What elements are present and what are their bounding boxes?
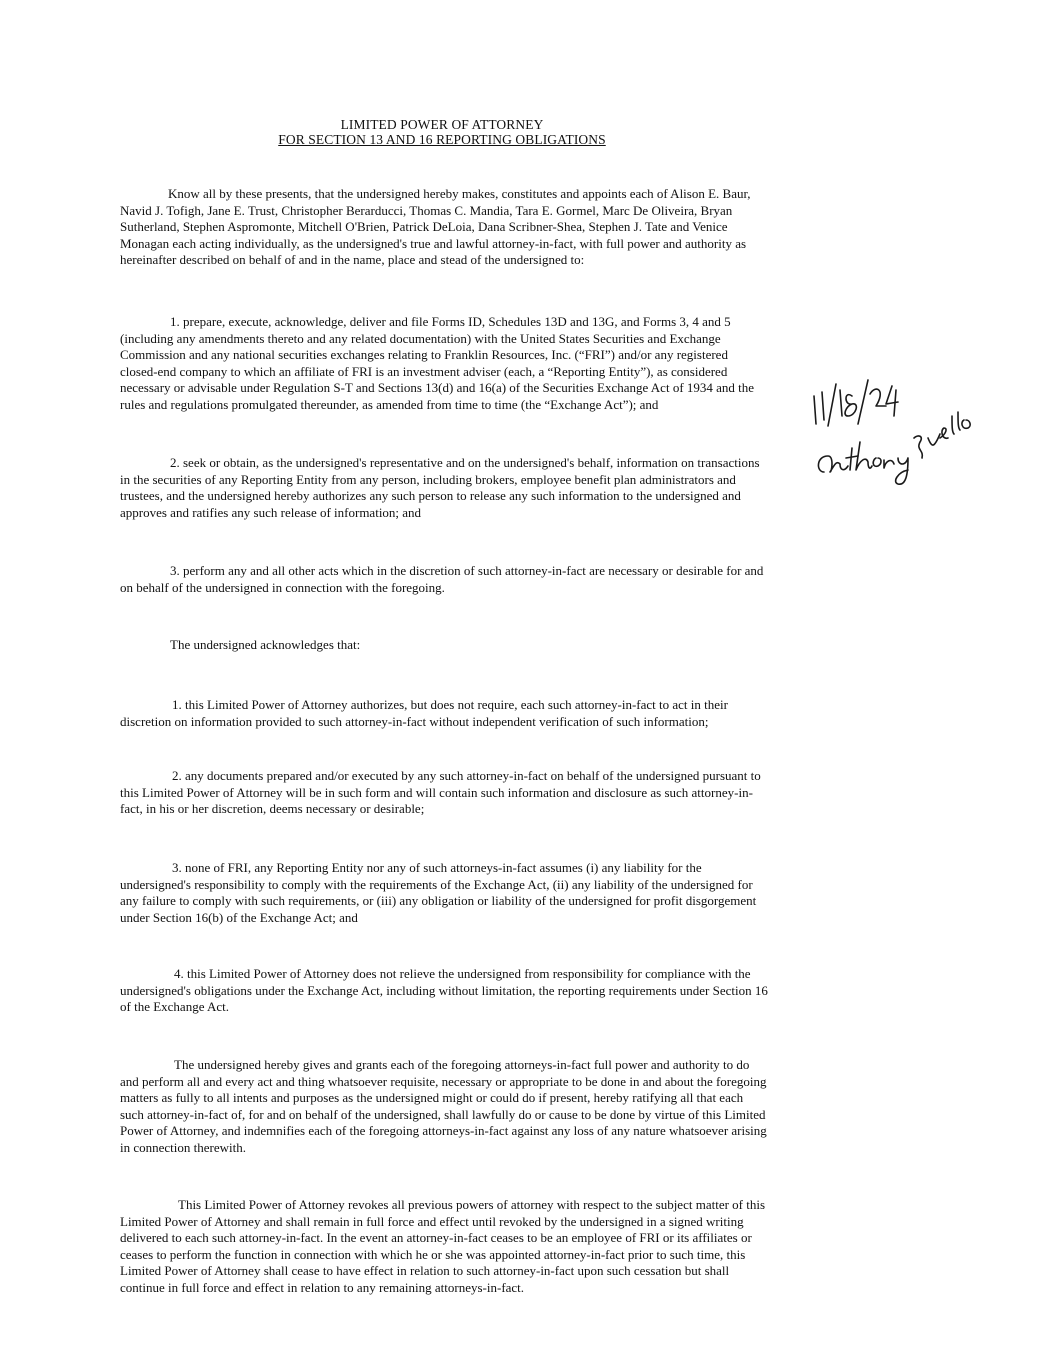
handwritten-signature bbox=[806, 376, 986, 496]
grant-paragraph: The undersigned hereby gives and grants each of the foregoing attorneys-in-fact full power and authority to do and perform all and every act and thing whatsoever requisite, necessary or appropriate to be done in and about the foregoing matters as fully to all intents and purposes as the undersigned might or could do if present, hereby ratifying all that each such attorney-in-fact of, for and on behalf of the undersigned, shall lawfully do or cause to be done by virtue of this Limited Power of Attorney, and indemnifies each of the foregoing attorneys-in-fact against any loss of any nature whatsoever arising in connection therewith. bbox=[120, 1057, 767, 1155]
power-item-1: 1. prepare, execute, acknowledge, deliver and file Forms ID, Schedules 13D and 13G, and Forms 3, 4 and 5 (including any amendments thereto and any related documentation) with the United States Securities and Exchange Commission and any national securities exchanges relating to Franklin Resources, Inc. (“FRI”) and/or any registered closed-end company to which an affiliate of FRI is an investment adviser (each, a “Reporting Entity”), as considered necessary or advisable under Regulation S-T and Sections 13(d) and 16(a) of the Securities Exchange Act of 1934 and the rules and regulations promulgated thereunder, as amended from time to time (the “Exchange Act”); and bbox=[120, 314, 755, 412]
acknowledges-intro: The undersigned acknowledges that: bbox=[170, 637, 361, 652]
acknowledgement-item-1: 1. this Limited Power of Attorney authorizes, but does not require, each such attorney-in-fact to act in their discretion on information provided to such attorney-in-fact without independent verification of such information; bbox=[120, 697, 728, 729]
intro-paragraph: Know all by these presents, that the undersigned hereby makes, constitutes and appoints each of Alison E. Baur, Navid J. Tofigh, Jane E. Trust, Christopher Berarducci, Thomas C. Mandia, Tara E. Gormel, Marc De Oliveira, Bryan Sutherland, Stephen Aspromonte, Mitchell O'Brien, Patrick DeLoia, Dana Scribner-Shea, Stephen J. Tate and Venice Monagan each acting individually, as the undersigned's true and lawful attorney-in-fact, with full power and authority as hereinafter described on behalf of and in the name, place and stead of the undersigned to: bbox=[120, 186, 751, 268]
document-title: LIMITED POWER OF ATTORNEY bbox=[340, 117, 544, 132]
acknowledgement-item-4: 4. this Limited Power of Attorney does not relieve the undersigned from responsibility for compliance with the undersigned's obligations under the Exchange Act, including without limitation, the reporting requirements under Section 16 of the Exchange Act. bbox=[120, 966, 768, 1015]
acknowledgement-item-2: 2. any documents prepared and/or executed by any such attorney-in-fact on behalf of the undersigned pursuant to this Limited Power of Attorney will be in such form and will contain such information and disclosure as such attorney-in-fact, in his or her discretion, deems necessary or desirable; bbox=[120, 768, 761, 817]
acknowledgement-item-3: 3. none of FRI, any Reporting Entity nor any of such attorneys-in-fact assumes (i) any liability for the undersigned's responsibility to comply with the requirements of the Exchange Act, (ii) any liability of the undersigned for any failure to comply with such requirements, or (iii) any obligation or liability of the undersigned for profit disgorgement under Section 16(b) of the Exchange Act; and bbox=[120, 860, 757, 925]
power-item-2: 2. seek or obtain, as the undersigned's representative and on the undersigned's behalf, information on transactions in the securities of any Reporting Entity from any person, including brokers, employee benefit plan administrators and trustees, and the undersigned hereby authorizes any such person to release any such information to the undersigned and approves and ratifies any such release of information; and bbox=[120, 455, 760, 520]
revocation-paragraph: This Limited Power of Attorney revokes all previous powers of attorney with respect to the subject matter of this Limited Power of Attorney and shall remain in full force and effect until revoked by the undersigned in a signed writing delivered to each such attorney-in-fact. In the event an attorney-in-fact ceases to be an employee of FRI or its affiliates or ceases to perform the function in connection with which he or she was appointed attorney-in-fact prior to such time, this Limited Power of Attorney shall cease to have effect in relation to such attorney-in-fact upon such cessation but shall continue in full force and effect in relation to any remaining attorneys-in-fact. bbox=[120, 1197, 766, 1295]
power-item-3: 3. perform any and all other acts which in the discretion of such attorney-in-fact are necessary or desirable for and on behalf of the undersigned in connection with the foregoing. bbox=[120, 563, 764, 595]
document-subtitle: FOR SECTION 13 AND 16 REPORTING OBLIGATIONS bbox=[278, 132, 606, 147]
